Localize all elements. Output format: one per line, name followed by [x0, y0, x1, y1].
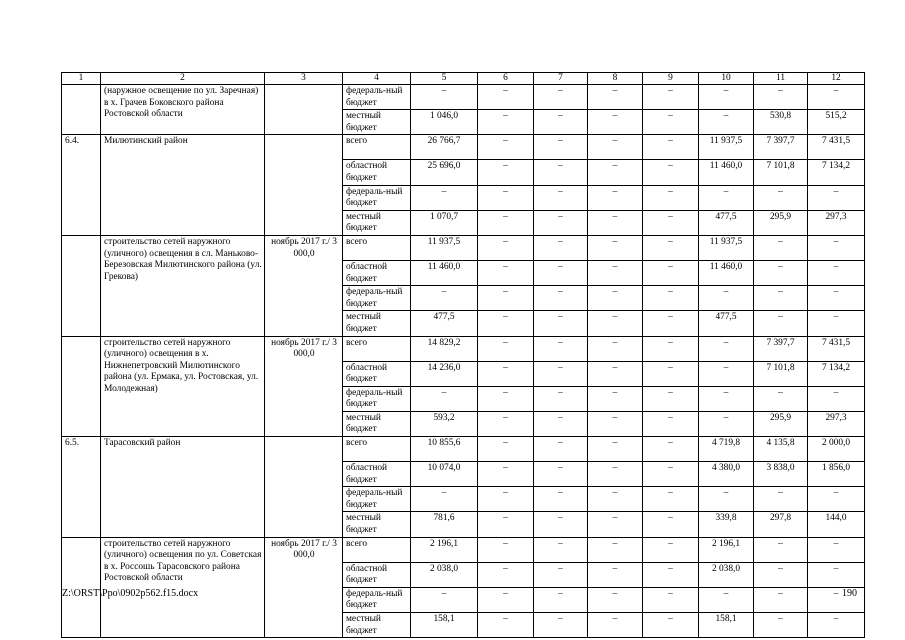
budget-value: 297,3: [808, 411, 865, 436]
budget-value: –: [588, 587, 643, 612]
budget-value: 11 460,0: [411, 260, 478, 285]
budget-value: –: [643, 210, 699, 235]
budget-value: –: [478, 437, 534, 462]
budget-value: –: [699, 386, 754, 411]
budget-value: –: [534, 587, 588, 612]
budget-value: –: [588, 487, 643, 512]
budget-value: –: [411, 587, 478, 612]
budget-value: 26 766,7: [411, 135, 478, 160]
budget-value: –: [808, 311, 865, 336]
table-row: [62, 336, 865, 361]
budget-value: –: [588, 537, 643, 562]
budget-value: –: [534, 235, 588, 260]
budget-value: –: [478, 613, 534, 638]
budget-value: –: [478, 185, 534, 210]
commission-date-capacity: [265, 85, 343, 135]
budget-value: –: [643, 411, 699, 436]
budget-value: 295,9: [754, 210, 808, 235]
budget-value: –: [534, 361, 588, 386]
budget-value: –: [534, 260, 588, 285]
budget-value: –: [808, 587, 865, 612]
budget-value: 7 101,8: [754, 361, 808, 386]
budget-value: –: [534, 437, 588, 462]
budget-value: –: [699, 587, 754, 612]
budget-value: –: [534, 85, 588, 110]
budget-value: –: [411, 487, 478, 512]
budget-value: –: [754, 85, 808, 110]
budget-value: 297,3: [808, 210, 865, 235]
budget-value: 477,5: [699, 311, 754, 336]
budget-value: –: [534, 185, 588, 210]
page-number: 190: [842, 588, 857, 599]
column-header: 10: [699, 73, 754, 85]
budget-value: –: [534, 512, 588, 537]
budget-value: –: [808, 85, 865, 110]
budget-value: –: [754, 537, 808, 562]
budget-value: –: [699, 110, 754, 135]
budget-value: –: [643, 361, 699, 386]
budget-value: –: [534, 311, 588, 336]
budget-value: 7 397,7: [754, 135, 808, 160]
budget-value: –: [808, 185, 865, 210]
budget-value: 4 135,8: [754, 437, 808, 462]
budget-value: –: [534, 613, 588, 638]
table-row: [62, 85, 865, 110]
item-number: 6.4.: [62, 135, 101, 236]
budget-value: –: [588, 336, 643, 361]
funding-source: федераль-ный бюджет: [343, 386, 411, 411]
budget-value: –: [478, 462, 534, 487]
funding-source: всего: [343, 235, 411, 260]
budget-value: –: [478, 135, 534, 160]
budget-value: –: [643, 185, 699, 210]
budget-value: –: [808, 286, 865, 311]
budget-value: 530,8: [754, 110, 808, 135]
budget-value: –: [643, 613, 699, 638]
item-name: Тарасовский район: [101, 437, 265, 538]
funding-source: федераль-ный бюджет: [343, 286, 411, 311]
budget-value: –: [643, 135, 699, 160]
funding-source: федераль-ный бюджет: [343, 85, 411, 110]
budget-value: –: [808, 386, 865, 411]
item-number: [62, 235, 101, 336]
budget-value: –: [534, 336, 588, 361]
budget-value: –: [808, 260, 865, 285]
funding-source: всего: [343, 135, 411, 160]
budget-value: –: [478, 260, 534, 285]
budget-value: –: [754, 487, 808, 512]
budget-value: –: [754, 235, 808, 260]
commission-date-capacity: ноябрь 2017 г./ 3 000,0: [265, 537, 343, 638]
budget-value: –: [534, 386, 588, 411]
budget-value: –: [754, 562, 808, 587]
budget-value: 144,0: [808, 512, 865, 537]
column-header: 1: [62, 73, 101, 85]
budget-value: –: [478, 286, 534, 311]
column-header: 4: [343, 73, 411, 85]
budget-value: –: [643, 110, 699, 135]
budget-value: 2 038,0: [699, 562, 754, 587]
budget-value: –: [699, 185, 754, 210]
budget-value: –: [643, 235, 699, 260]
budget-value: –: [754, 311, 808, 336]
budget-value: 515,2: [808, 110, 865, 135]
budget-value: –: [754, 613, 808, 638]
budget-value: 2 196,1: [411, 537, 478, 562]
table-row: [62, 135, 865, 160]
budget-value: 25 696,0: [411, 160, 478, 185]
table-body: [62, 73, 865, 638]
budget-value: –: [588, 562, 643, 587]
budget-value: –: [534, 562, 588, 587]
budget-value: 7 431,5: [808, 336, 865, 361]
budget-value: –: [588, 437, 643, 462]
funding-source: местный бюджет: [343, 613, 411, 638]
budget-value: –: [534, 537, 588, 562]
budget-value: –: [478, 562, 534, 587]
column-header: 11: [754, 73, 808, 85]
item-number: [62, 336, 101, 437]
budget-value: –: [478, 361, 534, 386]
budget-value: –: [588, 311, 643, 336]
table-row: [62, 235, 865, 260]
budget-value: –: [808, 235, 865, 260]
budget-value: –: [588, 411, 643, 436]
budget-value: –: [411, 386, 478, 411]
budget-value: 339,8: [699, 512, 754, 537]
budget-value: 158,1: [699, 613, 754, 638]
budget-value: 11 460,0: [699, 260, 754, 285]
budget-value: –: [699, 286, 754, 311]
budget-value: 11 460,0: [699, 160, 754, 185]
funding-source: областной бюджет: [343, 361, 411, 386]
column-header: 8: [588, 73, 643, 85]
budget-value: –: [643, 537, 699, 562]
budget-value: –: [643, 462, 699, 487]
commission-date-capacity: [265, 135, 343, 236]
budget-value: –: [478, 160, 534, 185]
budget-value: –: [478, 110, 534, 135]
budget-value: –: [808, 562, 865, 587]
budget-value: –: [588, 512, 643, 537]
budget-value: 11 937,5: [699, 135, 754, 160]
budget-value: 7 101,8: [754, 160, 808, 185]
funding-source: областной бюджет: [343, 462, 411, 487]
budget-value: –: [754, 260, 808, 285]
funding-source: областной бюджет: [343, 260, 411, 285]
item-name: строительство сетей наружного (уличного) освещения в сл. Маньково-Березовская Милютинского района (ул. Грекова): [101, 235, 265, 336]
column-header: 12: [808, 73, 865, 85]
file-path: Z:\ORST\Ppo\0902p562.f15.docx: [62, 588, 199, 599]
budget-value: –: [699, 336, 754, 361]
budget-value: –: [588, 386, 643, 411]
budget-value: 2 196,1: [699, 537, 754, 562]
budget-value: 2 000,0: [808, 437, 865, 462]
funding-source: местный бюджет: [343, 311, 411, 336]
budget-value: –: [808, 537, 865, 562]
item-name: (наружное освещение по ул. Заречная) в х. Грачев Боковского района Ростовской области: [101, 85, 265, 135]
budget-value: –: [534, 135, 588, 160]
budget-value: –: [754, 587, 808, 612]
budget-value: –: [643, 286, 699, 311]
budget-value: –: [588, 135, 643, 160]
budget-value: –: [643, 437, 699, 462]
budget-value: –: [478, 537, 534, 562]
budget-value: –: [699, 85, 754, 110]
budget-value: 593,2: [411, 411, 478, 436]
budget-value: –: [478, 512, 534, 537]
budget-value: –: [588, 613, 643, 638]
budget-value: –: [534, 411, 588, 436]
budget-value: –: [534, 487, 588, 512]
budget-value: 3 838,0: [754, 462, 808, 487]
budget-value: –: [478, 487, 534, 512]
budget-value: 781,6: [411, 512, 478, 537]
budget-value: –: [478, 235, 534, 260]
budget-value: –: [478, 336, 534, 361]
budget-value: 1 856,0: [808, 462, 865, 487]
item-number: 6.5.: [62, 437, 101, 538]
budget-value: –: [588, 462, 643, 487]
budget-value: –: [411, 286, 478, 311]
budget-value: –: [411, 185, 478, 210]
budget-table: [61, 72, 865, 638]
budget-value: –: [588, 361, 643, 386]
funding-source: федераль-ный бюджет: [343, 487, 411, 512]
item-number: [62, 85, 101, 135]
commission-date-capacity: ноябрь 2017 г./ 3 000,0: [265, 235, 343, 336]
budget-value: –: [588, 260, 643, 285]
budget-value: –: [534, 462, 588, 487]
budget-value: –: [588, 110, 643, 135]
budget-value: –: [643, 85, 699, 110]
budget-value: –: [699, 411, 754, 436]
budget-value: –: [754, 386, 808, 411]
budget-value: –: [643, 160, 699, 185]
budget-value: 2 038,0: [411, 562, 478, 587]
budget-value: –: [643, 512, 699, 537]
budget-value: 297,8: [754, 512, 808, 537]
budget-value: 4 719,8: [699, 437, 754, 462]
budget-value: –: [699, 361, 754, 386]
budget-value: –: [588, 160, 643, 185]
budget-value: –: [534, 210, 588, 235]
column-header: 3: [265, 73, 343, 85]
budget-value: –: [808, 487, 865, 512]
table-row: [62, 437, 865, 462]
budget-value: 477,5: [411, 311, 478, 336]
budget-value: –: [478, 587, 534, 612]
budget-value: 11 937,5: [699, 235, 754, 260]
budget-value: –: [643, 260, 699, 285]
budget-value: –: [699, 487, 754, 512]
column-header: 2: [101, 73, 265, 85]
item-name: строительство сетей наружного (уличного) освещения в х. Нижнепетровский Милютинского района (ул. Ермака, ул. Ростовская, ул. Молодежная): [101, 336, 265, 437]
budget-value: 477,5: [699, 210, 754, 235]
budget-value: 14 236,0: [411, 361, 478, 386]
budget-value: –: [643, 311, 699, 336]
budget-value: 14 829,2: [411, 336, 478, 361]
budget-value: –: [643, 562, 699, 587]
item-name: строительство сетей наружного (уличного) освещения по ул. Советская в х. Россошь Тарасовского района Ростовской области: [101, 537, 265, 638]
budget-value: 295,9: [754, 411, 808, 436]
budget-value: –: [411, 85, 478, 110]
budget-value: 4 380,0: [699, 462, 754, 487]
funding-source: местный бюджет: [343, 411, 411, 436]
commission-date-capacity: ноябрь 2017 г./ 3 000,0: [265, 336, 343, 437]
budget-value: –: [643, 386, 699, 411]
budget-value: –: [478, 210, 534, 235]
budget-value: –: [754, 286, 808, 311]
budget-value: –: [588, 286, 643, 311]
budget-value: –: [588, 210, 643, 235]
budget-value: –: [534, 110, 588, 135]
funding-source: всего: [343, 437, 411, 462]
column-header: 6: [478, 73, 534, 85]
item-name: Милютинский район: [101, 135, 265, 236]
funding-source: федераль-ный бюджет: [343, 587, 411, 612]
funding-source: местный бюджет: [343, 512, 411, 537]
column-number-header: [62, 73, 865, 85]
budget-value: –: [643, 587, 699, 612]
budget-value: 11 937,5: [411, 235, 478, 260]
budget-value: –: [588, 235, 643, 260]
budget-value: 158,1: [411, 613, 478, 638]
funding-source: областной бюджет: [343, 562, 411, 587]
column-header: 7: [534, 73, 588, 85]
budget-value: 7 134,2: [808, 160, 865, 185]
column-header: 9: [643, 73, 699, 85]
funding-source: местный бюджет: [343, 110, 411, 135]
budget-value: –: [643, 487, 699, 512]
table-row: [62, 537, 865, 562]
budget-value: –: [534, 286, 588, 311]
budget-value: –: [478, 85, 534, 110]
budget-value: –: [588, 185, 643, 210]
budget-value: –: [478, 411, 534, 436]
funding-source: местный бюджет: [343, 210, 411, 235]
budget-value: 7 397,7: [754, 336, 808, 361]
budget-value: 1 070,7: [411, 210, 478, 235]
budget-value: 10 074,0: [411, 462, 478, 487]
budget-value: –: [643, 336, 699, 361]
budget-value: 7 431,5: [808, 135, 865, 160]
funding-source: областной бюджет: [343, 160, 411, 185]
commission-date-capacity: [265, 437, 343, 538]
funding-source: федераль-ный бюджет: [343, 185, 411, 210]
budget-value: –: [754, 185, 808, 210]
funding-source: всего: [343, 336, 411, 361]
budget-value: 7 134,2: [808, 361, 865, 386]
budget-value: 1 046,0: [411, 110, 478, 135]
budget-value: 10 855,6: [411, 437, 478, 462]
budget-value: –: [478, 386, 534, 411]
budget-value: –: [588, 85, 643, 110]
column-header: 5: [411, 73, 478, 85]
budget-value: –: [534, 160, 588, 185]
budget-value: –: [478, 311, 534, 336]
funding-source: всего: [343, 537, 411, 562]
budget-value: –: [808, 613, 865, 638]
